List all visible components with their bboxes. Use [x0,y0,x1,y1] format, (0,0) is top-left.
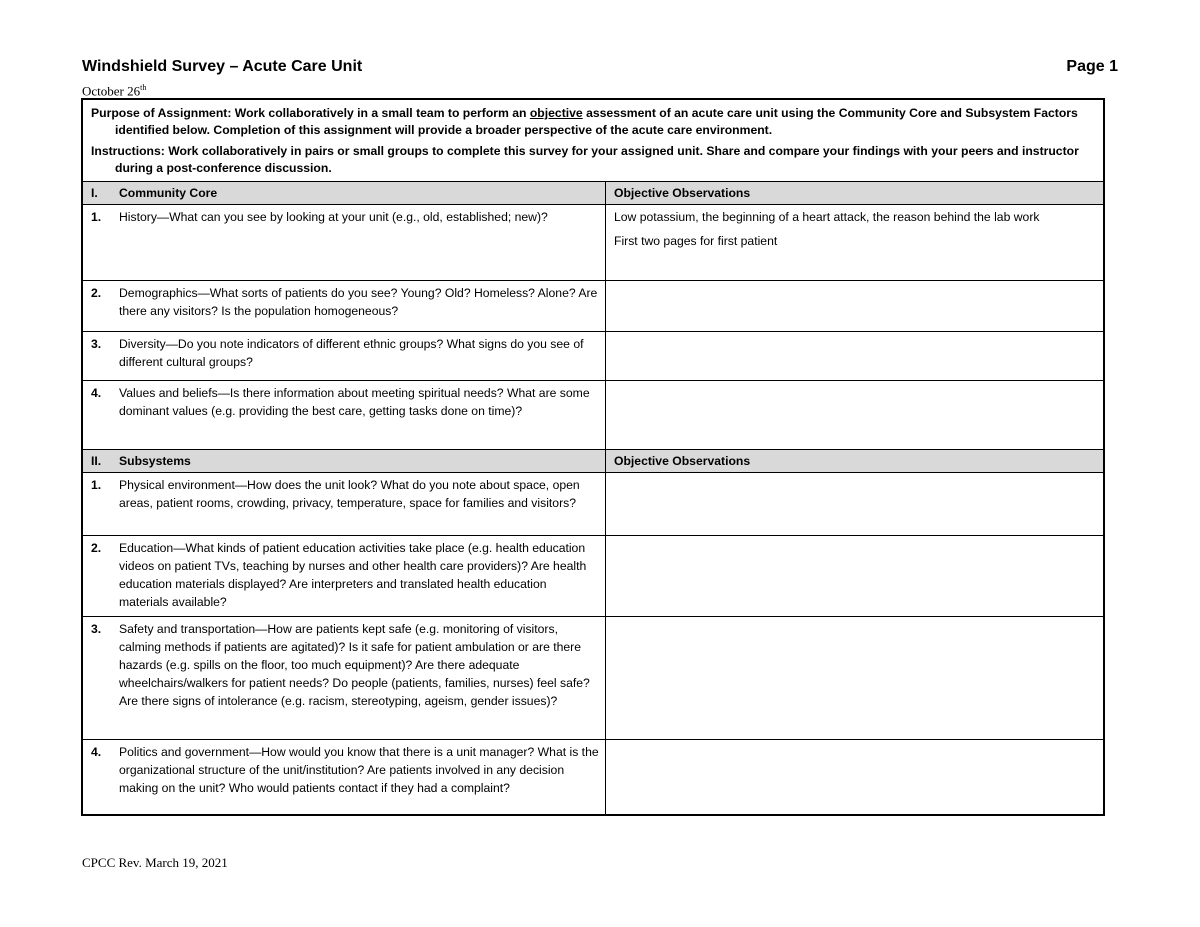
question-number: 2. [91,541,102,555]
question-cell [83,473,606,536]
observations-header: Objective Observations [614,454,751,468]
survey-table [83,181,1103,814]
observation-cell[interactable] [606,536,1104,617]
question-text: Diversity—Do you note indicators of different ethnic groups? What signs do you see of different cultural groups? [119,337,584,369]
section-label: Subsystems [119,454,191,468]
question-cell [83,740,606,815]
question-text: Demographics—What sorts of patients do you see? Young? Old? Homeless? Alone? Are there any visitors? Is the population homogeneous? [119,286,598,318]
question-item [91,476,599,512]
document-date [82,83,146,99]
survey-form [81,98,1105,816]
purpose-prefix: Purpose of Assignment: Work collaboratively in a small team to perform an [91,106,530,120]
question-number: 2. [91,286,102,300]
section-number: II. [91,454,102,468]
observation-cell[interactable] [606,332,1104,381]
page-number: Page 1 [1066,58,1118,75]
observation-cell[interactable] [606,740,1104,815]
survey-question-row [83,281,1103,332]
question-item [91,620,599,710]
section-header-row [83,182,1103,205]
section-title [91,454,191,468]
date-text: October 26 [82,83,141,99]
observation-cell[interactable] [606,281,1104,332]
question-cell [83,281,606,332]
observations-header: Objective Observations [614,186,751,200]
question-text: Politics and government—How would you know that there is a unit manager? What is the organizational structure of the unit/institution? Are patients involved in any decision making on the unit? Who would patients contact if they had a complaint? [119,745,599,795]
observations-header-cell [606,182,1104,205]
footer-revision: CPCC Rev. March 19, 2021 [82,855,228,870]
observation-cell[interactable] [606,473,1104,536]
section-label: Community Core [119,186,218,200]
question-cell [83,617,606,740]
survey-question-row [83,473,1103,536]
observation-note: First two pages for first patient [614,234,778,248]
question-item [91,743,599,797]
question-text: Physical environment—How does the unit look? What do you note about space, open areas, patient rooms, crowding, privacy, temperature, space for families and visitors? [119,478,580,510]
purpose-text [91,105,1095,139]
survey-question-row [83,536,1103,617]
question-cell [83,381,606,450]
section-number: I. [91,186,98,200]
question-number: 3. [91,622,102,636]
question-number: 1. [91,478,102,492]
question-cell [83,332,606,381]
observation-cell[interactable] [606,617,1104,740]
purpose-suffix: assessment of an acute care unit using the Community Core and Subsystem Factors identified below. Completion of this assignment will provide a broader perspective of the acute care environment. [115,106,1078,137]
purpose-underlined: objective [529,106,583,120]
question-item [91,284,599,320]
question-item [91,384,599,420]
question-number: 3. [91,337,102,351]
question-item [91,539,599,611]
question-cell [83,205,606,281]
survey-question-row [83,332,1103,381]
observations-header-cell [606,450,1104,473]
question-number: 4. [91,745,102,759]
question-cell [83,536,606,617]
question-item [91,335,599,371]
survey-question-row [83,617,1103,740]
survey-question-row [83,205,1103,281]
question-item [91,208,599,226]
observation-cell[interactable] [606,381,1104,450]
date-suffix: th [140,83,147,92]
survey-question-row [83,381,1103,450]
page-header [82,58,1118,76]
question-text: Education—What kinds of patient education activities take place (e.g. health education videos on patient TVs, teaching by nurses and other health care providers)? Are health education materials displayed? Are interpreters and translated health education materials available? [119,541,587,609]
question-text: History—What can you see by looking at your unit (e.g., old, established; new)? [119,210,548,224]
question-number: 1. [91,210,102,224]
document-title: Windshield Survey – Acute Care Unit [82,58,363,75]
section-title-cell [83,450,606,473]
survey-question-row [83,740,1103,815]
observation-cell[interactable] [606,205,1104,281]
question-text: Safety and transportation—How are patients kept safe (e.g. monitoring of visitors, calming methods if patients are agitated)? Is it safe for patient ambulation or are there hazards (e.g. spills on the floor, too much equipment)? Are there adequate wheelchairs/walkers for patient needs? Do people (patients, families, nurses) feel safe? Are there signs of intolerance (e.g. racism, stereotyping, ageism, gender issues)? [119,622,590,708]
section-header-row [83,450,1103,473]
instructions-text: Instructions: Work collaboratively in pairs or small groups to complete this survey for your assigned unit. Share and compare your findings with your peers and instructor during a post-conference discussion. [91,144,1079,175]
question-text: Values and beliefs—Is there information about meeting spiritual needs? What are some dominant values (e.g. providing the best care, getting tasks done on time)? [119,386,590,418]
question-number: 4. [91,386,102,400]
observation-note: Low potassium, the beginning of a heart attack, the reason behind the lab work [614,210,1040,224]
section-title [91,186,217,200]
section-title-cell [83,182,606,205]
intro-block [83,100,1103,181]
